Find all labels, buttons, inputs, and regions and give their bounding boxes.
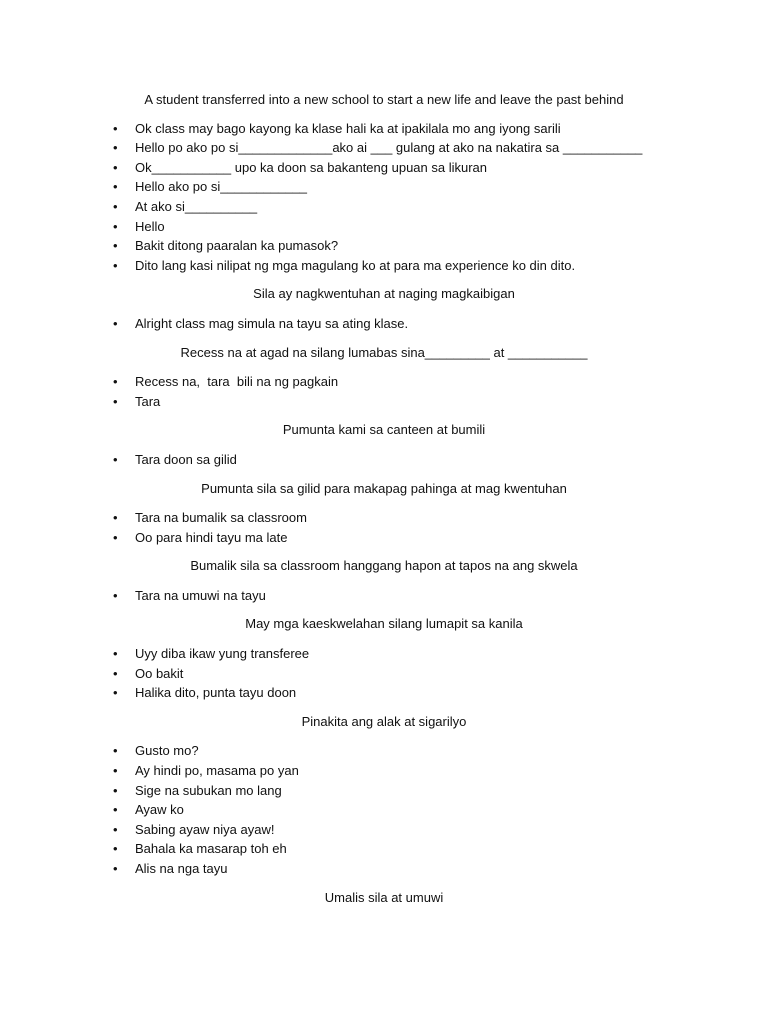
narration-line: Sila ay nagkwentuhan at naging magkaibigan: [253, 286, 515, 302]
dialogue-list: [0, 644, 768, 703]
dialogue-line: • Tara na umuwi na tayu: [0, 586, 768, 606]
dialogue-line: • Ok___________ upo ka doon sa bakanteng upuan sa likuran: [0, 158, 768, 178]
script-block: [0, 741, 768, 907]
dialogue-line: • Alis na nga tayu: [0, 859, 768, 879]
dialogue-list: [0, 586, 768, 606]
dialogue-line: • Uyy diba ikaw yung transferee: [0, 644, 768, 664]
script-block: [0, 508, 768, 576]
narration-line: May mga kaeskwelahan silang lumapit sa kanila: [245, 616, 523, 632]
dialogue-list: [0, 508, 768, 547]
dialogue-line: • Dito lang kasi nilipat ng mga magulang ko at para ma experience ko din dito.: [0, 256, 768, 276]
dialogue-line: • Tara doon sa gilid: [0, 450, 768, 470]
script-block: [0, 644, 768, 731]
dialogue-line: • Recess na, tara bili na ng pagkain: [0, 372, 768, 392]
narration-line: Pumunta sila sa gilid para makapag pahinga at mag kwentuhan: [201, 480, 567, 496]
document-title: A student transferred into a new school to start a new life and leave the past behind: [144, 92, 624, 107]
dialogue-line: • Tara na bumalik sa classroom: [0, 508, 768, 528]
dialogue-line: • Alright class mag simula na tayu sa ating klase.: [0, 314, 768, 334]
dialogue-line: • Sige na subukan mo lang: [0, 781, 768, 801]
dialogue-line: • Ayaw ko: [0, 800, 768, 820]
dialogue-list: [0, 119, 768, 276]
narration-line: Recess na at agad na silang lumabas sina_________ at ___________: [180, 344, 588, 360]
dialogue-list: [0, 372, 768, 411]
dialogue-list: [0, 450, 768, 470]
dialogue-line: • Hello: [0, 217, 768, 237]
script-block: [0, 372, 768, 440]
dialogue-line: • Sabing ayaw niya ayaw!: [0, 820, 768, 840]
dialogue-line: • Gusto mo?: [0, 741, 768, 761]
narration-line: Pumunta kami sa canteen at bumili: [282, 422, 486, 438]
script-block: [0, 450, 768, 498]
dialogue-line: • Hello po ako po si_____________ako ai ___ gulang at ako na nakatira sa ___________: [0, 138, 768, 158]
dialogue-line: • Ok class may bago kayong ka klase hali ka at ipakilala mo ang iyong sarili: [0, 119, 768, 139]
dialogue-line: • Tara: [0, 392, 768, 412]
dialogue-list: [0, 741, 768, 878]
narration-line: Bumalik sila sa classroom hanggang hapon at tapos na ang skwela: [190, 558, 578, 574]
dialogue-line: • Ay hindi po, masama po yan: [0, 761, 768, 781]
dialogue-list: [0, 314, 768, 334]
script-block: [0, 119, 768, 304]
narration-line: Pinakita ang alak at sigarilyo: [301, 713, 467, 729]
dialogue-line: • Oo para hindi tayu ma late: [0, 528, 768, 548]
dialogue-line: • Hello ako po si____________: [0, 177, 768, 197]
narration-line: Umalis sila at umuwi: [324, 889, 444, 905]
dialogue-line: • Halika dito, punta tayu doon: [0, 683, 768, 703]
dialogue-line: • Bakit ditong paaralan ka pumasok?: [0, 236, 768, 256]
script-block: [0, 586, 768, 634]
dialogue-line: • Bahala ka masarap toh eh: [0, 839, 768, 859]
dialogue-line: • Oo bakit: [0, 664, 768, 684]
script-block: [0, 314, 768, 362]
document-content: [0, 90, 768, 917]
dialogue-line: • At ako si__________: [0, 197, 768, 217]
